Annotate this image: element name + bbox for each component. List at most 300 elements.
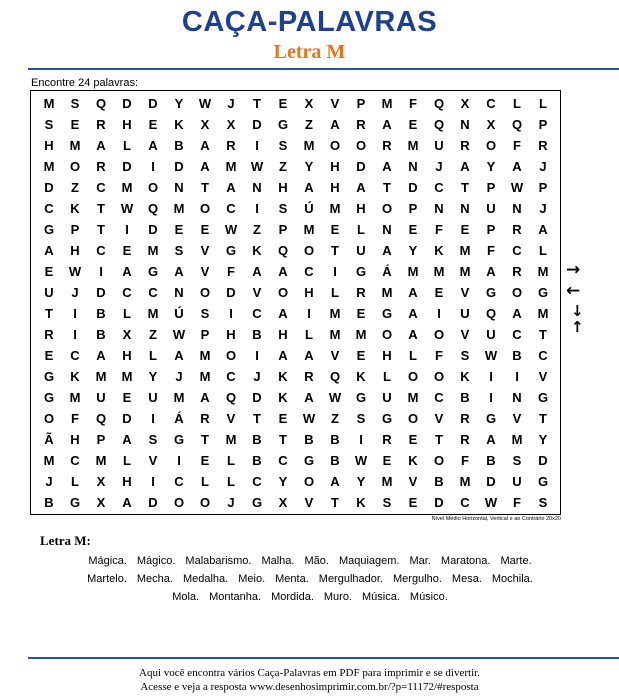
grid-cell: D: [122, 411, 132, 426]
grid-cell: O: [485, 138, 497, 153]
grid-cell: M: [537, 306, 549, 321]
grid-cell: G: [485, 285, 497, 300]
grid-cell: Z: [279, 159, 287, 174]
grid-cell: O: [199, 201, 211, 216]
grid-cell: Q: [329, 369, 341, 384]
grid-cell: X: [96, 474, 106, 489]
grid-cell: D: [174, 159, 184, 174]
grid-cell: U: [486, 201, 496, 216]
grid-cell: I: [125, 222, 129, 237]
grid-cell: L: [357, 222, 365, 237]
grid-cell: M: [43, 453, 55, 468]
grid-cell: L: [71, 474, 79, 489]
grid-cell: T: [331, 243, 339, 258]
grid-cell: I: [333, 264, 337, 279]
grid-cell: P: [486, 180, 496, 195]
grid-cell: G: [355, 264, 367, 279]
grid-cell: D: [148, 222, 158, 237]
grid-cell: Q: [511, 117, 523, 132]
grid-cell: R: [382, 138, 392, 153]
grid-cell: T: [253, 411, 261, 426]
grid-cell: M: [225, 159, 237, 174]
grid-cell: M: [355, 327, 367, 342]
word-list-item: Mesa.: [451, 573, 482, 585]
word-list-item: Mecha.: [136, 573, 173, 585]
grid-cell: Z: [71, 180, 79, 195]
grid-cell: U: [356, 243, 366, 258]
grid-cell: L: [149, 348, 157, 363]
grid-cell: L: [123, 453, 131, 468]
grid-cell: K: [460, 369, 470, 384]
grid-cell: I: [177, 453, 181, 468]
arrow-up-icon: ↑: [571, 318, 584, 336]
grid-cell: G: [69, 495, 81, 510]
grid-cell: V: [434, 411, 444, 426]
grid-cell: A: [174, 264, 184, 279]
grid-cell: A: [200, 138, 210, 153]
grid-cell: O: [199, 285, 211, 300]
grid-cell: E: [408, 117, 418, 132]
grid-cell: A: [382, 117, 392, 132]
grid-cell: H: [122, 474, 132, 489]
grid-cell: C: [174, 474, 184, 489]
grid-cell: S: [538, 495, 548, 510]
grid-cell: A: [460, 159, 470, 174]
grid-cell: M: [459, 243, 471, 258]
grid-cell: E: [408, 432, 418, 447]
grid-cell: V: [200, 243, 210, 258]
grid-cell: Y: [278, 474, 288, 489]
grid-cell: M: [69, 138, 81, 153]
grid-cell: I: [359, 432, 363, 447]
grid-cell: L: [331, 285, 339, 300]
grid-cell: I: [255, 138, 259, 153]
grid-cell: B: [330, 432, 340, 447]
grid-cell: M: [511, 432, 523, 447]
grid-cell: V: [330, 96, 340, 111]
grid-cell: P: [96, 432, 106, 447]
grid-cell: F: [435, 222, 443, 237]
word-list-item: Malha.: [261, 555, 295, 567]
grid-cell: A: [278, 264, 288, 279]
grid-cell: K: [278, 369, 288, 384]
page-subtitle: Letra M: [273, 41, 346, 63]
word-list-title: Letra M:: [40, 533, 91, 548]
grid-cell: B: [96, 327, 106, 342]
arrow-left-icon: ←: [566, 281, 581, 301]
grid-cell: F: [513, 138, 521, 153]
grid-cell: Y: [148, 369, 158, 384]
grid-cell: Q: [225, 390, 237, 405]
grid-cell: H: [122, 348, 132, 363]
grid-cell: I: [255, 348, 259, 363]
grid-cell: D: [226, 285, 236, 300]
grid-cell: K: [70, 369, 80, 384]
grid-cell: G: [147, 264, 159, 279]
grid-cell: X: [226, 117, 236, 132]
grid-cell: C: [122, 285, 132, 300]
grid-cell: W: [172, 327, 186, 342]
grid-cell: I: [489, 369, 493, 384]
grid-cell: M: [329, 306, 341, 321]
word-list-item: Maratona.: [440, 555, 491, 567]
grid-cell: A: [122, 432, 132, 447]
grid-cell: V: [408, 474, 418, 489]
grid-cell: A: [96, 348, 106, 363]
grid-cell: T: [435, 432, 443, 447]
grid-cell: G: [225, 243, 237, 258]
grid-cell: S: [356, 411, 366, 426]
word-list-row: [30, 591, 590, 603]
grid-cell: W: [328, 390, 342, 405]
grid-cell: P: [408, 201, 418, 216]
word-list-item: Martelo.: [87, 573, 127, 585]
grid-cell: I: [151, 159, 155, 174]
grid-cell: V: [538, 369, 548, 384]
grid-cell: T: [45, 306, 53, 321]
grid-cell: G: [43, 369, 55, 384]
grid-cell: V: [304, 495, 314, 510]
grid-cell: M: [173, 201, 185, 216]
grid-cell: O: [407, 369, 419, 384]
grid-cell: D: [44, 180, 54, 195]
grid-cell: M: [121, 369, 133, 384]
grid-cell: C: [538, 348, 548, 363]
grid-cell: R: [512, 222, 522, 237]
grid-cell: L: [227, 474, 235, 489]
grid-cell: A: [408, 306, 418, 321]
grid-cell: C: [512, 327, 522, 342]
grid-cell: S: [200, 306, 210, 321]
word-list-item: Mergulho.: [393, 573, 442, 585]
grid-cell: H: [278, 180, 288, 195]
grid-cell: A: [122, 495, 132, 510]
grid-cell: E: [330, 222, 340, 237]
grid-cell: M: [537, 264, 549, 279]
grid-cell: L: [123, 138, 131, 153]
grid-cell: D: [148, 96, 158, 111]
grid-cell: L: [305, 327, 313, 342]
grid-cell: D: [356, 159, 366, 174]
grid-cell: F: [487, 243, 495, 258]
word-list-item: Música.: [362, 591, 400, 603]
grid-cell: R: [538, 138, 548, 153]
grid-cell: U: [148, 390, 158, 405]
grid-cell: C: [304, 264, 314, 279]
grid-cell: C: [226, 201, 236, 216]
grid-cell: L: [227, 453, 235, 468]
grid-cell: V: [226, 411, 236, 426]
grid-cell: Y: [486, 159, 496, 174]
grid-cell: Á: [382, 264, 392, 279]
grid-cell: R: [382, 432, 392, 447]
grid-cell: K: [252, 243, 262, 258]
grid-cell: C: [70, 348, 80, 363]
grid-cell: H: [44, 138, 54, 153]
grid-cell: V: [460, 327, 470, 342]
grid-cell: U: [512, 474, 522, 489]
word-list-item: Mão.: [304, 555, 329, 567]
grid-cell: W: [224, 222, 238, 237]
grid-cell: B: [44, 495, 54, 510]
grid-cell: Á: [174, 411, 184, 426]
grid-cell: D: [434, 495, 444, 510]
grid-cell: C: [96, 180, 106, 195]
grid-cell: H: [330, 159, 340, 174]
grid-cell: D: [122, 96, 132, 111]
grid-cell: P: [538, 180, 548, 195]
grid-cell: R: [96, 117, 106, 132]
grid-cell: S: [278, 201, 288, 216]
word-list-item: Marte.: [500, 555, 532, 567]
grid-cell: G: [485, 411, 497, 426]
grid-cell: J: [253, 369, 261, 384]
grid-cell: C: [148, 285, 158, 300]
grid-cell: Y: [356, 474, 366, 489]
grid-cell: G: [251, 495, 263, 510]
grid-cell: W: [484, 495, 498, 510]
word-list-item: Mágico.: [136, 555, 176, 567]
grid-cell: R: [512, 264, 522, 279]
grid-cell: L: [123, 306, 131, 321]
grid-cell: A: [304, 180, 314, 195]
grid-cell: O: [147, 180, 159, 195]
grid-cell: Ú: [174, 306, 184, 321]
grid-cell: X: [304, 96, 314, 111]
grid-cell: D: [252, 117, 262, 132]
grid-cell: X: [460, 96, 470, 111]
grid-cell: Q: [95, 411, 107, 426]
grid-cell: M: [433, 264, 445, 279]
grid-cell: F: [513, 495, 521, 510]
grid-cell: C: [278, 453, 288, 468]
grid-cell: A: [200, 159, 210, 174]
grid-cell: O: [303, 474, 315, 489]
grid-cell: M: [329, 201, 341, 216]
grid-cell: G: [381, 306, 393, 321]
grid-cell: G: [537, 390, 549, 405]
grid-cell: R: [460, 411, 470, 426]
grid-cell: J: [175, 369, 183, 384]
grid-cell: W: [302, 411, 316, 426]
grid-cell: E: [356, 306, 366, 321]
grid-cell: M: [459, 474, 471, 489]
grid-cell: P: [356, 96, 366, 111]
grid-cell: M: [173, 390, 185, 405]
grid-cell: A: [512, 306, 522, 321]
grid-cell: E: [122, 243, 132, 258]
grid-cell: A: [408, 285, 418, 300]
grid-cell: S: [44, 117, 54, 132]
grid-cell: C: [252, 474, 262, 489]
grid-cell: T: [279, 432, 287, 447]
grid-cell: L: [201, 474, 209, 489]
grid-cell: E: [200, 453, 210, 468]
grid-cell: J: [539, 201, 547, 216]
grid-cell: K: [434, 243, 444, 258]
grid-cell: A: [486, 264, 496, 279]
grid-cell: K: [356, 369, 366, 384]
grid-cell: H: [304, 285, 314, 300]
word-list-row: [30, 555, 590, 567]
grid-cell: A: [356, 180, 366, 195]
grid-cell: V: [252, 285, 262, 300]
grid-cell: D: [148, 495, 158, 510]
word-search-grid: [31, 93, 567, 513]
grid-cell: J: [539, 159, 547, 174]
grid-cell: J: [71, 285, 79, 300]
grid-cell: T: [539, 327, 547, 342]
grid-cell: L: [539, 243, 547, 258]
grid-cell: V: [148, 453, 158, 468]
grid-cell: N: [460, 201, 470, 216]
grid-cell: R: [460, 432, 470, 447]
grid-cell: O: [225, 348, 237, 363]
grid-cell: G: [43, 390, 55, 405]
grid-cell: W: [354, 453, 368, 468]
grid-cell: A: [96, 138, 106, 153]
grid-cell: F: [461, 453, 469, 468]
grid-cell: U: [486, 327, 496, 342]
grid-cell: T: [461, 180, 469, 195]
grid-cell: W: [250, 159, 264, 174]
grid-cell: E: [122, 390, 132, 405]
grid-cell: G: [173, 432, 185, 447]
grid-cell: U: [96, 390, 106, 405]
word-list-item: Mola.: [172, 591, 200, 603]
top-divider: [28, 68, 619, 70]
grid-cell: M: [329, 327, 341, 342]
grid-cell: A: [382, 159, 392, 174]
grid-cell: M: [199, 348, 211, 363]
grid-cell: L: [409, 348, 417, 363]
grid-cell: D: [252, 390, 262, 405]
grid-cell: X: [486, 117, 496, 132]
grid-cell: O: [433, 453, 445, 468]
grid-cell: K: [408, 453, 418, 468]
grid-cell: Z: [253, 222, 261, 237]
grid-cell: C: [434, 180, 444, 195]
grid-cell: E: [434, 285, 444, 300]
grid-cell: N: [408, 159, 418, 174]
grid-cell: H: [70, 432, 80, 447]
grid-cell: M: [147, 306, 159, 321]
grid-cell: T: [201, 432, 209, 447]
grid-cell: M: [303, 138, 315, 153]
grid-cell: Y: [538, 432, 548, 447]
grid-cell: I: [489, 390, 493, 405]
grid-cell: I: [229, 306, 233, 321]
grid-cell: A: [226, 180, 236, 195]
grid-cell: S: [460, 348, 470, 363]
grid-cell: I: [255, 201, 259, 216]
grid-cell: Y: [174, 96, 184, 111]
grid-cell: J: [227, 495, 235, 510]
grid-cell: A: [382, 243, 392, 258]
grid-cell: O: [381, 201, 393, 216]
grid-cell: F: [435, 348, 443, 363]
grid-cell: E: [148, 117, 158, 132]
bottom-divider: [28, 657, 619, 659]
grid-cell: S: [174, 243, 184, 258]
grid-cell: B: [512, 348, 522, 363]
grid-cell: B: [252, 432, 262, 447]
grid-cell: B: [460, 390, 470, 405]
word-list-item: Medalha.: [182, 573, 229, 585]
grid-cell: M: [199, 369, 211, 384]
grid-cell: B: [304, 432, 314, 447]
word-list-item: Meio.: [238, 573, 266, 585]
grid-cell: E: [44, 264, 54, 279]
grid-cell: G: [381, 411, 393, 426]
grid-cell: A: [44, 243, 54, 258]
grid-cell: O: [355, 138, 367, 153]
grid-cell: N: [512, 201, 522, 216]
grid-cell: E: [278, 411, 288, 426]
grid-cell: R: [460, 138, 470, 153]
grid-cell: E: [278, 96, 288, 111]
grid-cell: M: [95, 369, 107, 384]
grid-cell: G: [277, 117, 289, 132]
grid-cell: R: [200, 411, 210, 426]
grid-cell: Z: [149, 327, 157, 342]
word-list-item: Maquiagem.: [338, 555, 400, 567]
word-list-item: Menta.: [275, 573, 309, 585]
grid-cell: B: [252, 453, 262, 468]
grid-cell: C: [70, 453, 80, 468]
grid-cell: M: [95, 453, 107, 468]
grid-cell: I: [151, 474, 155, 489]
grid-cell: Z: [305, 117, 313, 132]
word-list-item: Montanha.: [209, 591, 262, 603]
word-list-item: Mordida.: [271, 591, 314, 603]
grid-cell: P: [538, 117, 548, 132]
grid-cell: M: [407, 390, 419, 405]
grid-cell: A: [174, 348, 184, 363]
grid-cell: E: [408, 222, 418, 237]
grid-cell: K: [70, 201, 80, 216]
grid-cell: C: [486, 96, 496, 111]
grid-cell: A: [330, 474, 340, 489]
grid-cell: N: [382, 222, 392, 237]
grid-cell: A: [148, 138, 158, 153]
grid-cell: B: [330, 453, 340, 468]
grid-cell: N: [512, 390, 522, 405]
word-list-row: [30, 573, 590, 585]
footer-line-2: Acesse e veja a resposta www.desenhosimprimir.com.br/?p=11172/#resposta: [140, 681, 479, 693]
grid-cell: R: [44, 327, 54, 342]
grid-cell: Q: [277, 243, 289, 258]
grid-cell: A: [304, 348, 314, 363]
grid-cell: O: [381, 327, 393, 342]
grid-cell: F: [409, 96, 417, 111]
grid-cell: Q: [433, 117, 445, 132]
grid-cell: J: [227, 96, 235, 111]
grid-cell: J: [435, 159, 443, 174]
grid-cell: V: [330, 348, 340, 363]
grid-cell: W: [510, 180, 524, 195]
grid-cell: E: [174, 222, 184, 237]
grid-cell: D: [486, 474, 496, 489]
grid-cell: S: [278, 138, 288, 153]
grid-cell: V: [200, 264, 210, 279]
grid-cell: O: [433, 369, 445, 384]
grid-cell: M: [43, 159, 55, 174]
grid-cell: O: [173, 495, 185, 510]
word-list-item: Mágica.: [88, 555, 127, 567]
grid-cell: I: [73, 306, 77, 321]
grid-cell: I: [515, 369, 519, 384]
